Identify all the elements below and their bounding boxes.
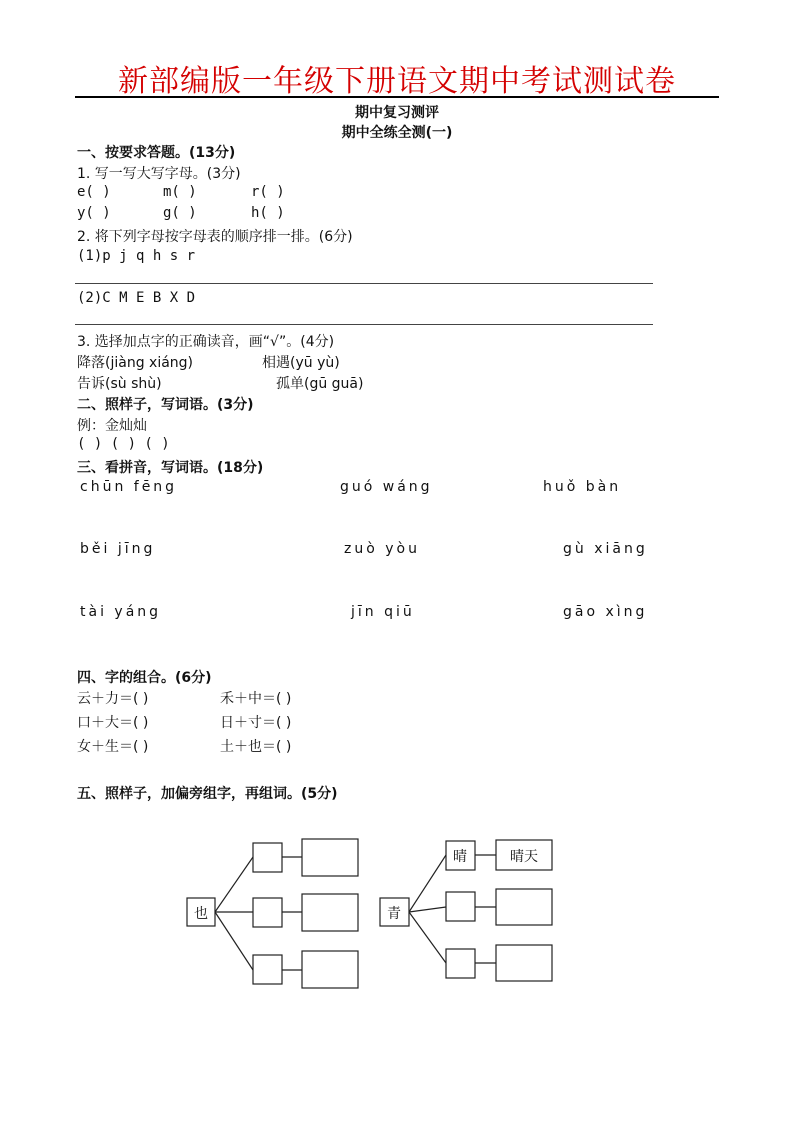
pinyin-gao-xing: gāo xìng	[563, 604, 648, 620]
left-word-box-3[interactable]	[302, 951, 358, 988]
q3-item-gaosu[interactable]: 告诉(sù shù)	[77, 376, 162, 392]
q3-prompt: 3. 选择加点字的正确读音，画“√”。(4分)	[77, 334, 335, 350]
subtitle-review: 期中复习测评	[355, 105, 439, 121]
pinyin-gu-xiang: gù xiāng	[563, 541, 648, 557]
combo-yun-li[interactable]: 云＋力＝( )	[77, 691, 149, 707]
q3-item-xiangyu[interactable]: 相遇(yū yù)	[262, 355, 340, 371]
left-char-box-1[interactable]	[253, 843, 282, 872]
section-3-heading: 三、看拼音，写词语。(18分)	[77, 460, 264, 476]
q1-blank-m[interactable]: m( )	[163, 184, 197, 200]
combo-kou-da[interactable]: 口＋大＝( )	[77, 715, 149, 731]
left-char-box-3[interactable]	[253, 955, 282, 984]
right-word-box-3[interactable]	[496, 945, 552, 981]
pinyin-zuo-you: zuò yòu	[344, 541, 420, 557]
left-root-char: 也	[194, 906, 208, 922]
q2-letters-2: (2)C M E B X D	[77, 290, 196, 306]
combo-he-zhong[interactable]: 禾＋中＝( )	[220, 691, 292, 707]
combo-tu-ye[interactable]: 土＋也＝( )	[220, 739, 292, 755]
q1-blank-y[interactable]: y( )	[77, 205, 111, 221]
pinyin-chun-feng: chūn fēng	[80, 479, 178, 495]
q1-blank-g[interactable]: g( )	[163, 205, 197, 221]
q1-prompt: 1. 写一写大写字母。(3分)	[77, 166, 241, 182]
right-word-box-2[interactable]	[496, 889, 552, 925]
section-1-heading: 一、按要求答题。(13分)	[77, 145, 236, 161]
pinyin-tai-yang: tài yáng	[80, 604, 162, 620]
q1-blank-r[interactable]: r( )	[251, 184, 285, 200]
q2-prompt: 2. 将下列字母按字母表的顺序排一排。(6分)	[77, 229, 353, 245]
q3-item-jiangluo[interactable]: 降落(jiàng xiáng)	[77, 355, 194, 371]
right-char-box-3[interactable]	[446, 949, 475, 978]
s2-answer-blanks[interactable]: ( ) ( ) ( )	[77, 436, 170, 452]
q1-blank-h[interactable]: h( )	[251, 205, 285, 221]
example-char: 晴	[453, 849, 467, 865]
q2-letters-1: (1)p j q h s r	[77, 248, 196, 264]
combo-ri-cun[interactable]: 日＋寸＝( )	[220, 715, 292, 731]
section-4-heading: 四、字的组合。(6分)	[77, 670, 212, 686]
section-5-heading: 五、照样子，加偏旁组字，再组词。(5分)	[77, 786, 338, 802]
combo-nv-sheng[interactable]: 女＋生＝( )	[77, 739, 149, 755]
pinyin-huo-ban: huǒ bàn	[543, 479, 622, 495]
section-2-heading: 二、照样子，写词语。(3分)	[77, 397, 254, 413]
example-word: 晴天	[510, 849, 538, 865]
left-word-box-1[interactable]	[302, 839, 358, 876]
pinyin-guo-wang: guó wáng	[340, 479, 433, 495]
left-char-box-2[interactable]	[253, 898, 282, 927]
pinyin-jin-qiu: jīn qiū	[351, 604, 415, 620]
q3-item-gudan[interactable]: 孤单(gū guā)	[276, 376, 364, 392]
s2-example: 例：金灿灿	[77, 418, 147, 434]
right-char-box-2[interactable]	[446, 892, 475, 921]
subtitle-test: 期中全练全测(一)	[341, 125, 453, 141]
pinyin-bei-jing: běi jīng	[80, 541, 156, 557]
left-word-box-2[interactable]	[302, 894, 358, 931]
page-title: 新部编版一年级下册语文期中考试测试卷	[118, 64, 676, 99]
q1-blank-e[interactable]: e( )	[77, 184, 111, 200]
right-root-char: 青	[387, 906, 401, 922]
